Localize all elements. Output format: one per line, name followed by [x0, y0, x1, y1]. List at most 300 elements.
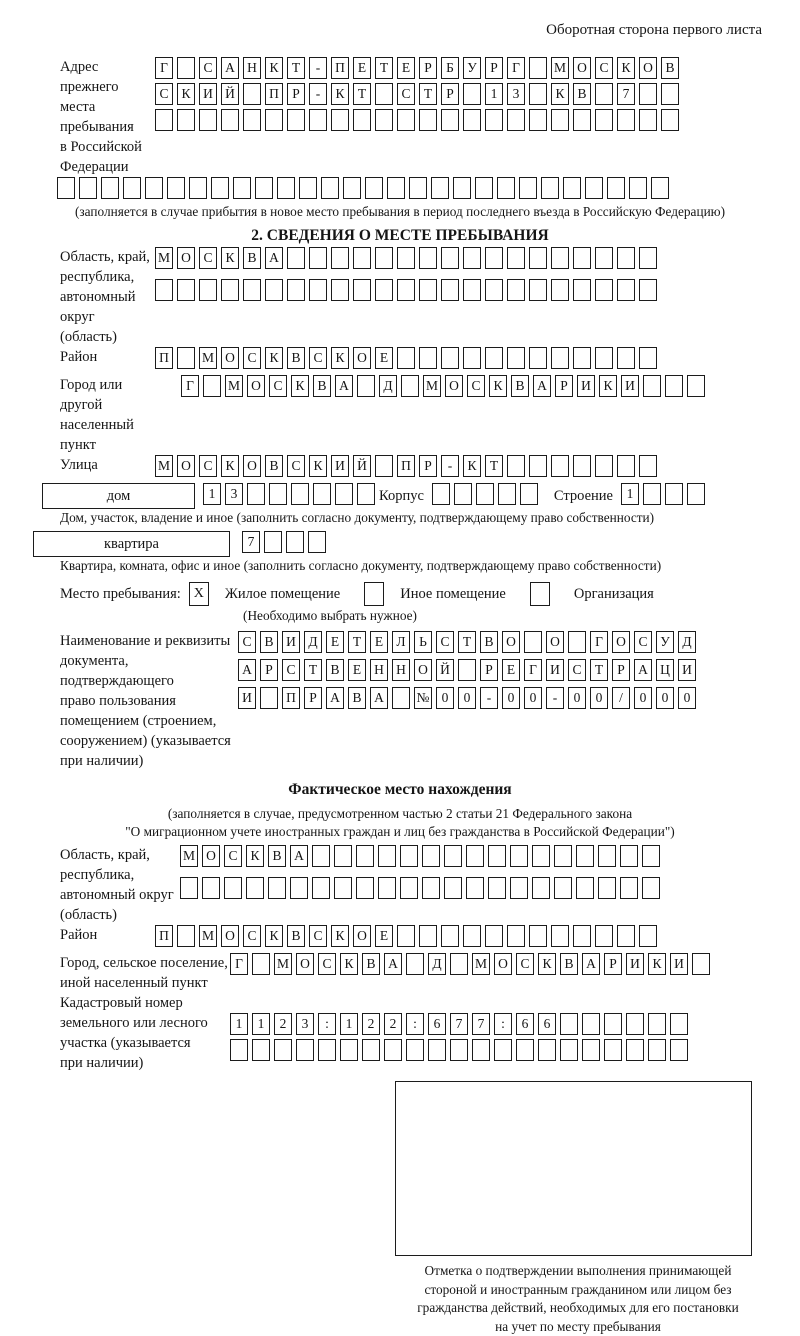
char-cell[interactable]: Р — [260, 659, 278, 681]
char-cell[interactable]: О — [221, 925, 239, 947]
char-cell[interactable] — [488, 845, 506, 867]
char-cell[interactable]: С — [238, 631, 256, 653]
char-cell[interactable] — [260, 687, 278, 709]
char-cell[interactable] — [419, 925, 437, 947]
char-cell[interactable] — [422, 845, 440, 867]
char-cell[interactable] — [155, 109, 173, 131]
char-cell[interactable] — [343, 177, 361, 199]
char-cell[interactable] — [595, 925, 613, 947]
char-cell[interactable] — [639, 247, 657, 269]
char-cell[interactable]: Г — [590, 631, 608, 653]
char-cell[interactable]: К — [489, 375, 507, 397]
char-cell[interactable] — [639, 83, 657, 105]
char-cell[interactable] — [453, 177, 471, 199]
char-cell[interactable] — [400, 877, 418, 899]
char-cell[interactable] — [573, 247, 591, 269]
char-cell[interactable]: - — [546, 687, 564, 709]
char-cell[interactable] — [629, 177, 647, 199]
char-cell[interactable]: 2 — [384, 1013, 402, 1035]
char-cell[interactable]: К — [265, 925, 283, 947]
char-cell[interactable] — [309, 247, 327, 269]
char-cell[interactable] — [573, 455, 591, 477]
char-cell[interactable]: О — [414, 659, 432, 681]
char-cell[interactable]: Н — [370, 659, 388, 681]
char-cell[interactable]: 0 — [524, 687, 542, 709]
char-cell[interactable]: П — [155, 347, 173, 369]
char-cell[interactable]: С — [287, 455, 305, 477]
char-cell[interactable]: Т — [304, 659, 322, 681]
char-cell[interactable]: М — [423, 375, 441, 397]
char-cell[interactable] — [286, 531, 304, 553]
char-cell[interactable]: 0 — [678, 687, 696, 709]
checkbox-zhiloe[interactable]: X — [189, 582, 209, 606]
char-cell[interactable] — [687, 483, 705, 505]
char-cell[interactable] — [274, 1039, 292, 1061]
char-cell[interactable]: 3 — [225, 483, 243, 505]
char-cell[interactable] — [529, 247, 547, 269]
char-cell[interactable] — [497, 177, 515, 199]
char-cell[interactable]: М — [155, 247, 173, 269]
char-cell[interactable]: С — [199, 57, 217, 79]
char-cell[interactable] — [312, 845, 330, 867]
char-cell[interactable]: Р — [419, 57, 437, 79]
char-cell[interactable]: П — [397, 455, 415, 477]
char-cell[interactable]: : — [494, 1013, 512, 1035]
char-cell[interactable]: 0 — [634, 687, 652, 709]
char-cell[interactable]: Н — [243, 57, 261, 79]
char-cell[interactable]: Г — [230, 953, 248, 975]
char-cell[interactable]: Т — [590, 659, 608, 681]
char-cell[interactable]: Й — [436, 659, 454, 681]
char-cell[interactable] — [568, 631, 586, 653]
char-cell[interactable] — [296, 1039, 314, 1061]
char-cell[interactable] — [617, 925, 635, 947]
char-cell[interactable]: С — [309, 347, 327, 369]
char-cell[interactable] — [507, 109, 525, 131]
char-cell[interactable]: Д — [304, 631, 322, 653]
char-cell[interactable]: А — [384, 953, 402, 975]
char-cell[interactable]: Е — [375, 925, 393, 947]
char-cell[interactable] — [265, 279, 283, 301]
char-cell[interactable]: С — [155, 83, 173, 105]
char-cell[interactable]: Г — [155, 57, 173, 79]
char-cell[interactable] — [524, 631, 542, 653]
char-cell[interactable] — [507, 279, 525, 301]
char-cell[interactable]: Р — [485, 57, 503, 79]
char-cell[interactable] — [692, 953, 710, 975]
char-cell[interactable] — [397, 347, 415, 369]
char-cell[interactable]: К — [177, 83, 195, 105]
char-cell[interactable]: М — [180, 845, 198, 867]
char-cell[interactable]: С — [243, 347, 261, 369]
char-cell[interactable]: И — [546, 659, 564, 681]
char-cell[interactable] — [255, 177, 273, 199]
char-cell[interactable]: Р — [287, 83, 305, 105]
char-cell[interactable] — [335, 483, 353, 505]
char-cell[interactable]: С — [243, 925, 261, 947]
char-cell[interactable]: - — [441, 455, 459, 477]
char-cell[interactable] — [177, 109, 195, 131]
char-cell[interactable] — [387, 177, 405, 199]
char-cell[interactable] — [529, 109, 547, 131]
char-cell[interactable] — [177, 57, 195, 79]
char-cell[interactable] — [243, 83, 261, 105]
char-cell[interactable] — [463, 347, 481, 369]
char-cell[interactable] — [532, 845, 550, 867]
char-cell[interactable]: К — [309, 455, 327, 477]
char-cell[interactable] — [441, 925, 459, 947]
char-cell[interactable]: А — [265, 247, 283, 269]
char-cell[interactable]: О — [445, 375, 463, 397]
char-cell[interactable] — [321, 177, 339, 199]
char-cell[interactable] — [507, 925, 525, 947]
char-cell[interactable] — [441, 247, 459, 269]
char-cell[interactable] — [203, 375, 221, 397]
char-cell[interactable] — [551, 279, 569, 301]
char-cell[interactable] — [485, 247, 503, 269]
char-cell[interactable] — [507, 347, 525, 369]
char-cell[interactable]: Е — [397, 57, 415, 79]
char-cell[interactable] — [243, 109, 261, 131]
char-cell[interactable]: И — [331, 455, 349, 477]
checkbox-organizaciya[interactable] — [530, 582, 550, 606]
char-cell[interactable]: К — [265, 57, 283, 79]
char-cell[interactable]: Р — [480, 659, 498, 681]
char-cell[interactable]: О — [639, 57, 657, 79]
char-cell[interactable] — [309, 109, 327, 131]
char-cell[interactable] — [312, 877, 330, 899]
char-cell[interactable]: М — [199, 347, 217, 369]
char-cell[interactable] — [375, 455, 393, 477]
char-cell[interactable]: С — [199, 247, 217, 269]
char-cell[interactable] — [444, 877, 462, 899]
char-cell[interactable]: В — [573, 83, 591, 105]
char-cell[interactable]: И — [577, 375, 595, 397]
char-cell[interactable] — [463, 83, 481, 105]
char-cell[interactable]: Е — [370, 631, 388, 653]
char-cell[interactable]: 0 — [436, 687, 454, 709]
char-cell[interactable] — [422, 877, 440, 899]
char-cell[interactable]: Д — [678, 631, 696, 653]
char-cell[interactable] — [409, 177, 427, 199]
char-cell[interactable]: Е — [326, 631, 344, 653]
char-cell[interactable] — [450, 1039, 468, 1061]
char-cell[interactable]: 0 — [568, 687, 586, 709]
char-cell[interactable] — [643, 375, 661, 397]
char-cell[interactable] — [620, 877, 638, 899]
char-cell[interactable] — [485, 279, 503, 301]
char-cell[interactable]: Р — [604, 953, 622, 975]
char-cell[interactable]: Д — [379, 375, 397, 397]
char-cell[interactable] — [397, 925, 415, 947]
char-cell[interactable] — [243, 279, 261, 301]
char-cell[interactable]: О — [247, 375, 265, 397]
char-cell[interactable] — [639, 925, 657, 947]
char-cell[interactable] — [617, 109, 635, 131]
char-cell[interactable] — [264, 531, 282, 553]
char-cell[interactable] — [595, 247, 613, 269]
char-cell[interactable]: Г — [181, 375, 199, 397]
char-cell[interactable]: О — [221, 347, 239, 369]
char-cell[interactable] — [598, 877, 616, 899]
char-cell[interactable] — [353, 279, 371, 301]
char-cell[interactable]: О — [353, 925, 371, 947]
char-cell[interactable]: С — [309, 925, 327, 947]
char-cell[interactable] — [582, 1013, 600, 1035]
char-cell[interactable] — [247, 483, 265, 505]
char-cell[interactable] — [519, 177, 537, 199]
char-cell[interactable] — [665, 375, 683, 397]
char-cell[interactable] — [400, 845, 418, 867]
char-cell[interactable] — [458, 659, 476, 681]
char-cell[interactable]: 6 — [428, 1013, 446, 1035]
char-cell[interactable]: К — [648, 953, 666, 975]
char-cell[interactable]: В — [260, 631, 278, 653]
char-cell[interactable]: Т — [485, 455, 503, 477]
char-cell[interactable] — [252, 953, 270, 975]
char-cell[interactable]: - — [309, 57, 327, 79]
char-cell[interactable] — [189, 177, 207, 199]
char-cell[interactable] — [617, 279, 635, 301]
char-cell[interactable]: / — [612, 687, 630, 709]
char-cell[interactable]: М — [225, 375, 243, 397]
char-cell[interactable]: 1 — [230, 1013, 248, 1035]
char-cell[interactable]: 1 — [252, 1013, 270, 1035]
char-cell[interactable] — [576, 845, 594, 867]
char-cell[interactable]: М — [274, 953, 292, 975]
char-cell[interactable]: К — [463, 455, 481, 477]
char-cell[interactable]: 1 — [485, 83, 503, 105]
char-cell[interactable] — [617, 347, 635, 369]
char-cell[interactable] — [406, 1039, 424, 1061]
char-cell[interactable]: О — [494, 953, 512, 975]
char-cell[interactable]: М — [551, 57, 569, 79]
char-cell[interactable] — [431, 177, 449, 199]
char-cell[interactable] — [485, 109, 503, 131]
char-cell[interactable] — [576, 877, 594, 899]
char-cell[interactable]: 0 — [502, 687, 520, 709]
char-cell[interactable]: С — [634, 631, 652, 653]
char-cell[interactable]: А — [326, 687, 344, 709]
char-cell[interactable] — [563, 177, 581, 199]
char-cell[interactable] — [180, 877, 198, 899]
char-cell[interactable] — [485, 347, 503, 369]
char-cell[interactable]: М — [199, 925, 217, 947]
char-cell[interactable] — [265, 109, 283, 131]
char-cell[interactable]: С — [436, 631, 454, 653]
char-cell[interactable] — [485, 925, 503, 947]
char-cell[interactable] — [167, 177, 185, 199]
char-cell[interactable] — [397, 279, 415, 301]
char-cell[interactable]: П — [155, 925, 173, 947]
char-cell[interactable] — [419, 347, 437, 369]
char-cell[interactable]: С — [224, 845, 242, 867]
char-cell[interactable]: Г — [524, 659, 542, 681]
char-cell[interactable] — [604, 1013, 622, 1035]
char-cell[interactable]: : — [318, 1013, 336, 1035]
char-cell[interactable] — [595, 83, 613, 105]
char-cell[interactable] — [419, 109, 437, 131]
char-cell[interactable] — [450, 953, 468, 975]
char-cell[interactable] — [155, 279, 173, 301]
char-cell[interactable]: Т — [353, 83, 371, 105]
char-cell[interactable] — [269, 483, 287, 505]
checkbox-inoe[interactable] — [364, 582, 384, 606]
char-cell[interactable]: Т — [375, 57, 393, 79]
char-cell[interactable]: К — [331, 83, 349, 105]
char-cell[interactable] — [585, 177, 603, 199]
char-cell[interactable]: 0 — [590, 687, 608, 709]
char-cell[interactable] — [356, 845, 374, 867]
char-cell[interactable] — [573, 925, 591, 947]
char-cell[interactable]: В — [265, 455, 283, 477]
char-cell[interactable]: И — [626, 953, 644, 975]
char-cell[interactable]: Д — [428, 953, 446, 975]
char-cell[interactable]: 2 — [362, 1013, 380, 1035]
char-cell[interactable]: С — [269, 375, 287, 397]
char-cell[interactable]: К — [246, 845, 264, 867]
char-cell[interactable]: А — [221, 57, 239, 79]
char-cell[interactable]: Т — [348, 631, 366, 653]
char-cell[interactable] — [406, 953, 424, 975]
char-cell[interactable] — [639, 347, 657, 369]
char-cell[interactable] — [532, 877, 550, 899]
char-cell[interactable] — [595, 455, 613, 477]
char-cell[interactable] — [642, 877, 660, 899]
char-cell[interactable]: Г — [507, 57, 525, 79]
char-cell[interactable] — [199, 109, 217, 131]
char-cell[interactable] — [177, 347, 195, 369]
char-cell[interactable]: Т — [287, 57, 305, 79]
char-cell[interactable]: : — [406, 1013, 424, 1035]
char-cell[interactable] — [617, 455, 635, 477]
char-cell[interactable]: Р — [304, 687, 322, 709]
char-cell[interactable]: В — [287, 347, 305, 369]
char-cell[interactable]: Л — [392, 631, 410, 653]
char-cell[interactable] — [378, 877, 396, 899]
char-cell[interactable]: К — [291, 375, 309, 397]
char-cell[interactable] — [648, 1039, 666, 1061]
char-cell[interactable]: О — [177, 247, 195, 269]
char-cell[interactable] — [560, 1013, 578, 1035]
char-cell[interactable] — [441, 279, 459, 301]
char-cell[interactable] — [510, 877, 528, 899]
char-cell[interactable] — [466, 845, 484, 867]
char-cell[interactable] — [598, 845, 616, 867]
char-cell[interactable] — [252, 1039, 270, 1061]
char-cell[interactable] — [419, 279, 437, 301]
char-cell[interactable]: В — [287, 925, 305, 947]
char-cell[interactable]: 6 — [516, 1013, 534, 1035]
char-cell[interactable] — [177, 925, 195, 947]
char-cell[interactable]: 3 — [296, 1013, 314, 1035]
char-cell[interactable] — [101, 177, 119, 199]
char-cell[interactable] — [463, 925, 481, 947]
char-cell[interactable]: К — [221, 455, 239, 477]
char-cell[interactable]: А — [533, 375, 551, 397]
char-cell[interactable] — [357, 375, 375, 397]
char-cell[interactable] — [384, 1039, 402, 1061]
char-cell[interactable]: В — [560, 953, 578, 975]
char-cell[interactable] — [604, 1039, 622, 1061]
char-cell[interactable] — [595, 279, 613, 301]
char-cell[interactable] — [661, 83, 679, 105]
char-cell[interactable] — [661, 109, 679, 131]
char-cell[interactable]: В — [362, 953, 380, 975]
char-cell[interactable]: С — [568, 659, 586, 681]
char-cell[interactable] — [507, 247, 525, 269]
char-cell[interactable]: И — [670, 953, 688, 975]
char-cell[interactable]: Е — [353, 57, 371, 79]
char-cell[interactable] — [362, 1039, 380, 1061]
char-cell[interactable]: Б — [441, 57, 459, 79]
char-cell[interactable]: К — [331, 925, 349, 947]
char-cell[interactable] — [573, 279, 591, 301]
char-cell[interactable] — [268, 877, 286, 899]
char-cell[interactable] — [617, 247, 635, 269]
char-cell[interactable]: В — [313, 375, 331, 397]
char-cell[interactable] — [626, 1039, 644, 1061]
char-cell[interactable]: Н — [392, 659, 410, 681]
char-cell[interactable]: К — [331, 347, 349, 369]
char-cell[interactable] — [57, 177, 75, 199]
char-cell[interactable]: П — [265, 83, 283, 105]
char-cell[interactable]: К — [599, 375, 617, 397]
char-cell[interactable]: № — [414, 687, 432, 709]
char-cell[interactable] — [475, 177, 493, 199]
char-cell[interactable]: С — [595, 57, 613, 79]
char-cell[interactable]: М — [472, 953, 490, 975]
char-cell[interactable]: Й — [353, 455, 371, 477]
char-cell[interactable]: 7 — [450, 1013, 468, 1035]
char-cell[interactable] — [651, 177, 669, 199]
char-cell[interactable] — [642, 845, 660, 867]
char-cell[interactable] — [432, 483, 450, 505]
char-cell[interactable] — [365, 177, 383, 199]
char-cell[interactable]: К — [265, 347, 283, 369]
char-cell[interactable] — [554, 845, 572, 867]
char-cell[interactable] — [318, 1039, 336, 1061]
char-cell[interactable]: Е — [502, 659, 520, 681]
char-cell[interactable] — [313, 483, 331, 505]
char-cell[interactable] — [221, 109, 239, 131]
char-cell[interactable]: А — [370, 687, 388, 709]
char-cell[interactable]: О — [612, 631, 630, 653]
char-cell[interactable] — [573, 347, 591, 369]
char-cell[interactable]: К — [221, 247, 239, 269]
char-cell[interactable]: О — [353, 347, 371, 369]
char-cell[interactable]: У — [656, 631, 674, 653]
char-cell[interactable] — [392, 687, 410, 709]
char-cell[interactable]: П — [282, 687, 300, 709]
char-cell[interactable]: К — [551, 83, 569, 105]
char-cell[interactable] — [202, 877, 220, 899]
char-cell[interactable]: У — [463, 57, 481, 79]
char-cell[interactable] — [334, 845, 352, 867]
char-cell[interactable] — [560, 1039, 578, 1061]
char-cell[interactable]: К — [538, 953, 556, 975]
char-cell[interactable] — [331, 247, 349, 269]
char-cell[interactable] — [291, 483, 309, 505]
char-cell[interactable]: П — [331, 57, 349, 79]
char-cell[interactable] — [463, 109, 481, 131]
char-cell[interactable] — [375, 279, 393, 301]
char-cell[interactable] — [397, 247, 415, 269]
char-cell[interactable]: В — [348, 687, 366, 709]
char-cell[interactable] — [551, 925, 569, 947]
char-cell[interactable] — [211, 177, 229, 199]
char-cell[interactable] — [529, 83, 547, 105]
